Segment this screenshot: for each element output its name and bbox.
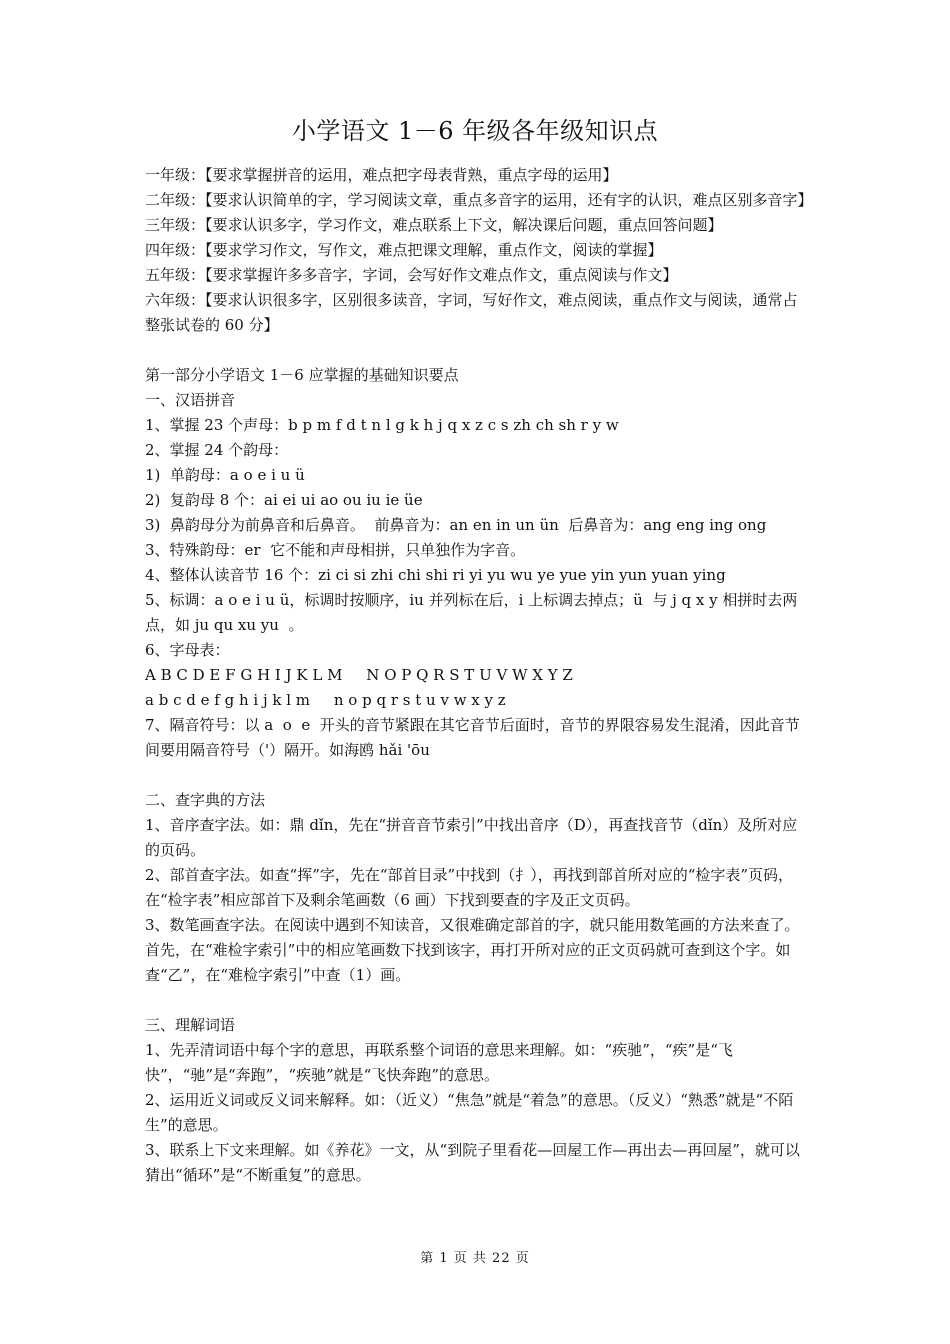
grade-6-line: 六年级：【要求认识很多字，区别很多读音，字词，写好作文，难点阅读，重点作文与阅读，通常占整张试卷的 60 分】 bbox=[145, 291, 798, 334]
grade-4-line: 四年级：【要求学习作文，写作文，难点把课文理解，重点作文，阅读的掌握】 bbox=[145, 241, 663, 259]
spacer bbox=[145, 763, 810, 788]
section-line: 7、隔音符号：以 a o e 开头的音节紧跟在其它音节后面时，音节的界限容易发生混淆，因此音节间要用隔音符号（'）隔开。如海鸥 hǎi 'ōu bbox=[145, 716, 800, 759]
grade-5-line: 五年级：【要求掌握许多多音字，字词，会写好作文难点作文，重点阅读与作文】 bbox=[145, 266, 678, 284]
section-heading: 一、汉语拼音 bbox=[145, 391, 236, 409]
section-line: 1、掌握 23 个声母：b p m f d t n l g k h j q x z c s zh ch sh r y w bbox=[145, 416, 619, 434]
section-line: 2、掌握 24 个韵母： bbox=[145, 441, 289, 459]
section-vocabulary bbox=[145, 1013, 810, 1188]
section-line: 3、数笔画查字法。在阅读中遇到不知读音，又很难确定部首的字，就只能用数笔画的方法来查了。首先，在“难检字索引”中的相应笔画数下找到该字，再打开所对应的正文页码就可查到这个字。如查“乙”，在“难检字索引”中查（1）画。 bbox=[145, 916, 800, 984]
section-line: 2) 复韵母 8 个：ai ei ui ao ou iu ie üe bbox=[145, 491, 423, 509]
section-dictionary bbox=[145, 788, 810, 988]
grade-3-line: 三年级：【要求认识多字，学习作文，难点联系上下文，解决课后问题，重点回答问题】 bbox=[145, 216, 723, 234]
alphabet-uppercase: A B C D E F G H I J K L M N O P Q R S T U V W X Y Z bbox=[145, 666, 573, 684]
section-line: 3、特殊韵母：er 它不能和声母相拼，只单独作为字音。 bbox=[145, 541, 526, 559]
section-line: 1、先弄清词语中每个字的意思，再联系整个词语的意思来理解。如：“疾驰”，“疾”是“飞快”，“驰”是“奔跑”，“疾驰”就是“飞快奔跑”的意思。 bbox=[145, 1041, 733, 1084]
spacer bbox=[145, 338, 810, 363]
section-heading: 三、理解词语 bbox=[145, 1016, 236, 1034]
grade-2-line: 二年级：【要求认识简单的字，学习阅读文章，重点多音字的运用，还有字的认识，难点区别多音字】 bbox=[145, 191, 813, 209]
section-line: 1、音序查字法。如：鼎 dǐn，先在“拼音音节索引”中找出音序（D），再查找音节（dǐn）及所对应的页码。 bbox=[145, 816, 798, 859]
grade-requirements bbox=[145, 163, 813, 338]
part-one-heading: 第一部分小学语文 1－6 应掌握的基础知识要点 bbox=[145, 366, 459, 384]
section-pinyin bbox=[145, 388, 810, 763]
section-heading: 二、查字典的方法 bbox=[145, 791, 266, 809]
section-line: 3、联系上下文来理解。如《养花》一文，从“到院子里看花—回屋工作—再出去—再回屋”，就可以猜出“循环”是“不断重复”的意思。 bbox=[145, 1141, 800, 1184]
spacer bbox=[145, 988, 810, 1013]
section-line: 1) 单韵母：a o e i u ü bbox=[145, 466, 305, 484]
section-line: 5、标调：a o e i u ü，标调时按顺序，iu 并列标在后，i 上标调去掉点；ü 与 j q x y 相拼时去两点，如 ju qu xu yu 。 bbox=[145, 591, 798, 634]
grade-1-line: 一年级：【要求掌握拼音的运用，难点把字母表背熟，重点字母的运用】 bbox=[145, 166, 618, 184]
section-line: 2、部首查字法。如查“挥”字，先在“部首目录”中找到（扌），再找到部首所对应的“检字表”页码，在“检字表”相应部首下及剩余笔画数（6 画）下找到要查的字及正文页码。 bbox=[145, 866, 794, 909]
section-line: 2、运用近义词或反义词来解释。如：（近义）“焦急”就是“着急”的意思。（反义）“熟悉”就是“不陌生”的意思。 bbox=[145, 1091, 794, 1134]
section-line: 3) 鼻韵母分为前鼻音和后鼻音。 前鼻音为：an en in un ün 后鼻音为：ang eng ing ong bbox=[145, 516, 767, 534]
page-title: 小学语文 1－6 年级各年级知识点 bbox=[291, 117, 659, 145]
section-line: 6、字母表： bbox=[145, 641, 230, 659]
page-footer: 第 1 页 共 22 页 bbox=[420, 1251, 530, 1266]
section-line: 4、整体认读音节 16 个：zi ci si zhi chi shi ri yi yu wu ye yue yin yun yuan ying bbox=[145, 566, 726, 584]
alphabet-lowercase: a b c d e f g h i j k l m n o p q r s t u v w x y z bbox=[145, 691, 506, 709]
document-body bbox=[145, 163, 813, 1188]
